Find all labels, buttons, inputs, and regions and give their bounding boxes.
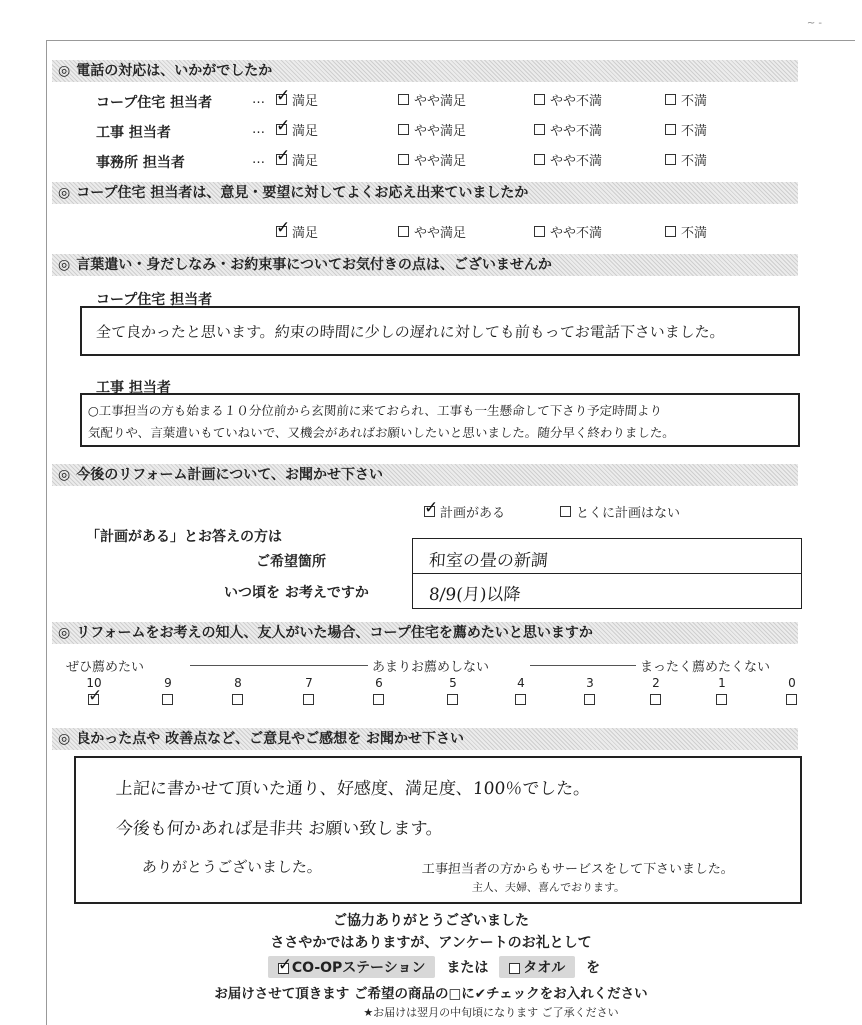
gift-option-towel[interactable] (499, 956, 575, 978)
option-dissatisfied-response[interactable] (665, 222, 707, 241)
checkbox[interactable] (276, 154, 287, 165)
option-fairly-satisfied-office[interactable] (398, 150, 466, 169)
footer-instruction: お届けさせて頂きます ご希望の商品の□に✔チェックをお入れください (214, 986, 648, 1002)
scale-checkbox-10[interactable] (88, 694, 99, 705)
section-mark: ◎ (58, 731, 71, 747)
option-label: 不満 (681, 124, 708, 139)
scale-checkbox-3[interactable] (584, 694, 595, 705)
section-header-phone (52, 60, 798, 82)
option-dissatisfied-koji[interactable] (665, 120, 707, 139)
scale-number-9: 9 (164, 676, 172, 690)
option-label: 満足 (292, 94, 319, 109)
footer-gift-intro: ささやかではありますが、アンケートのお礼として (270, 935, 592, 951)
section-header-recommend (52, 622, 798, 644)
option-satisfied-response[interactable] (276, 222, 318, 241)
scale-checkbox-7[interactable] (303, 694, 314, 705)
section-mark: ◎ (58, 625, 71, 641)
opinion-line-3: ありがとうございました。 (141, 858, 323, 876)
section-header-response (52, 182, 798, 204)
scale-middle-label: あまりお薦めしない (372, 660, 490, 675)
scale-checkbox-5[interactable] (447, 694, 458, 705)
section-title: 言葉遣い・身だしなみ・お約束事についてお気付きの点は、ございませんか (76, 257, 552, 273)
footer-thanks: ご協力ありがとうございました (333, 913, 529, 929)
scale-number-10: 10 (86, 676, 102, 690)
section-mark: ◎ (58, 467, 71, 483)
option-label: 不満 (681, 226, 708, 241)
scale-number-7: 7 (305, 676, 313, 690)
option-label: やや不満 (550, 226, 603, 241)
option-fairly-dissatisfied-office[interactable] (534, 150, 602, 169)
opinion-line-1: 上記に書かせて頂いた通り、好感度、満足度、100％でした。 (115, 779, 591, 799)
scale-number-1: 1 (718, 676, 726, 690)
option-fairly-dissatisfied-response[interactable] (534, 222, 602, 241)
koji-staff-label: 工事 担当者 (96, 380, 171, 396)
scale-number-5: 5 (449, 676, 457, 690)
gift-label: CO-OPステーション (291, 960, 426, 976)
scale-number-3: 3 (586, 676, 594, 690)
section-title: コープ住宅 担当者は、意見・要望に対してよくお応え出来ていましたか (76, 185, 529, 201)
option-label: やや満足 (414, 124, 467, 139)
plan-when-box[interactable] (412, 573, 802, 609)
footer-gift-options (0, 956, 862, 978)
section-title: 良かった点や 改善点など、ご意見やご感想を お聞かせ下さい (76, 731, 464, 747)
option-fairly-dissatisfied-koji[interactable] (534, 120, 602, 139)
section-mark: ◎ (58, 185, 71, 201)
section-mark: ◎ (58, 63, 71, 79)
coop-staff-label: コープ住宅 担当者 (96, 292, 213, 308)
leader-dots: … (252, 122, 264, 137)
scale-checkbox-4[interactable] (515, 694, 526, 705)
gift-or: または (446, 960, 489, 976)
gift-option-coop-station[interactable] (268, 956, 436, 978)
section-header-opinion (52, 728, 798, 750)
option-label: 不満 (681, 154, 708, 169)
scale-right-label: まったく薦めたくない (640, 660, 771, 675)
option-label: 満足 (292, 124, 319, 139)
row-label-office: 事務所 担当者 (96, 155, 185, 171)
checkbox[interactable] (398, 124, 409, 135)
option-label: 計画がある (440, 506, 506, 521)
row-label-koji: 工事 担当者 (96, 125, 171, 141)
koji-comment-line-2: 気配りや、言葉遣いもていねいで、又機会があればお願いしたいと思いました。随分早く終わりました。 (87, 425, 676, 440)
koji-comment-box[interactable] (80, 393, 800, 447)
checkbox[interactable] (424, 506, 435, 517)
option-label: やや満足 (414, 154, 467, 169)
checkbox[interactable] (398, 94, 409, 105)
option-label: やや満足 (414, 94, 467, 109)
checkbox[interactable] (276, 124, 287, 135)
section-title: リフォームをお考えの知人、友人がいた場合、コープ住宅を薦めたいと思いますか (76, 625, 593, 641)
checkbox[interactable] (665, 94, 676, 105)
plan-place-box[interactable] (412, 538, 802, 574)
checkbox[interactable] (276, 94, 287, 105)
option-fairly-satisfied-response[interactable] (398, 222, 466, 241)
checkbox[interactable] (398, 226, 409, 237)
row-label-coop: コープ住宅 担当者 (96, 95, 213, 111)
scale-number-0: 0 (788, 676, 796, 690)
opinion-box[interactable] (74, 756, 802, 904)
scale-dash (530, 665, 636, 666)
option-dissatisfied-office[interactable] (665, 150, 707, 169)
footer-note: ★お届けは翌月の中旬頃になります ご了承ください (363, 1006, 619, 1019)
checkbox[interactable] (534, 94, 545, 105)
scale-checkbox-2[interactable] (650, 694, 661, 705)
section-title: 電話の対応は、いかがでしたか (76, 63, 273, 79)
checkbox[interactable] (665, 154, 676, 165)
scale-dash (190, 665, 368, 666)
plan-when-label: いつ頃を お考えですか (224, 585, 369, 601)
leader-dots: … (252, 92, 264, 107)
scale-left-label: ぜひ薦めたい (66, 660, 145, 675)
checkbox[interactable] (665, 124, 676, 135)
option-fairly-satisfied-coop[interactable] (398, 90, 466, 109)
scale-checkbox-9[interactable] (162, 694, 173, 705)
scale-number-6: 6 (375, 676, 383, 690)
corner-mark: ~ - (806, 18, 822, 29)
option-plan-yes[interactable] (424, 502, 505, 521)
plan-if-yes-label: 「計画がある」とお答えの方は (86, 529, 282, 545)
plan-when-value: 8/9(月)以降 (428, 585, 522, 605)
option-satisfied-koji[interactable] (276, 120, 318, 139)
scale-number-4: 4 (517, 676, 525, 690)
option-label: やや満足 (414, 226, 467, 241)
scale-checkbox-1[interactable] (716, 694, 727, 705)
scale-number-8: 8 (234, 676, 242, 690)
option-fairly-dissatisfied-coop[interactable] (534, 90, 602, 109)
opinion-line-2: 今後も何かあれば是非共 お願い致します。 (115, 819, 444, 839)
checkbox[interactable] (534, 124, 545, 135)
plan-place-value: 和室の畳の新調 (428, 551, 549, 571)
checkbox[interactable] (509, 963, 520, 974)
gift-label: タオル (523, 960, 566, 976)
checkbox[interactable] (398, 154, 409, 165)
option-label: やや不満 (550, 94, 603, 109)
checkbox[interactable] (276, 226, 287, 237)
option-fairly-satisfied-koji[interactable] (398, 120, 466, 139)
section-header-plan (52, 464, 798, 486)
section-title: 今後のリフォーム計画について、お聞かせ下さい (76, 467, 383, 483)
opinion-line-4: 工事担当者の方からもサービスをして下さいました。 (421, 862, 735, 877)
scale-number-2: 2 (652, 676, 660, 690)
checkbox[interactable] (665, 226, 676, 237)
opinion-line-5: 主人、夫婦、喜んでおります。 (471, 881, 626, 894)
coop-comment-box[interactable] (80, 306, 800, 356)
checkbox[interactable] (534, 226, 545, 237)
checkbox[interactable] (534, 154, 545, 165)
checkbox[interactable] (278, 963, 289, 974)
option-label: やや不満 (550, 124, 603, 139)
checkbox[interactable] (560, 506, 571, 517)
section-mark: ◎ (58, 257, 71, 273)
option-label: 満足 (292, 226, 319, 241)
option-label: やや不満 (550, 154, 603, 169)
option-label: 満足 (292, 154, 319, 169)
option-dissatisfied-coop[interactable] (665, 90, 707, 109)
option-satisfied-office[interactable] (276, 150, 318, 169)
scale-checkbox-6[interactable] (373, 694, 384, 705)
leader-dots: … (252, 152, 264, 167)
section-header-manners (52, 254, 798, 276)
option-satisfied-coop[interactable] (276, 90, 318, 109)
coop-comment-text: 全て良かったと思います。約束の時間に少しの遅れに対しても前もってお電話下さいました。 (95, 323, 726, 341)
option-plan-no[interactable] (560, 502, 680, 521)
scale-checkbox-8[interactable] (232, 694, 243, 705)
option-label: とくに計画はない (576, 506, 681, 521)
koji-comment-line-1: ○工事担当の方も始まる１０分位前から玄関前に来ておられ、工事も一生懸命して下さり予定時間より (87, 403, 663, 418)
option-label: 不満 (681, 94, 708, 109)
plan-place-label: ご希望箇所 (256, 554, 326, 570)
scale-checkbox-0[interactable] (786, 694, 797, 705)
gift-wo: を (586, 960, 601, 976)
